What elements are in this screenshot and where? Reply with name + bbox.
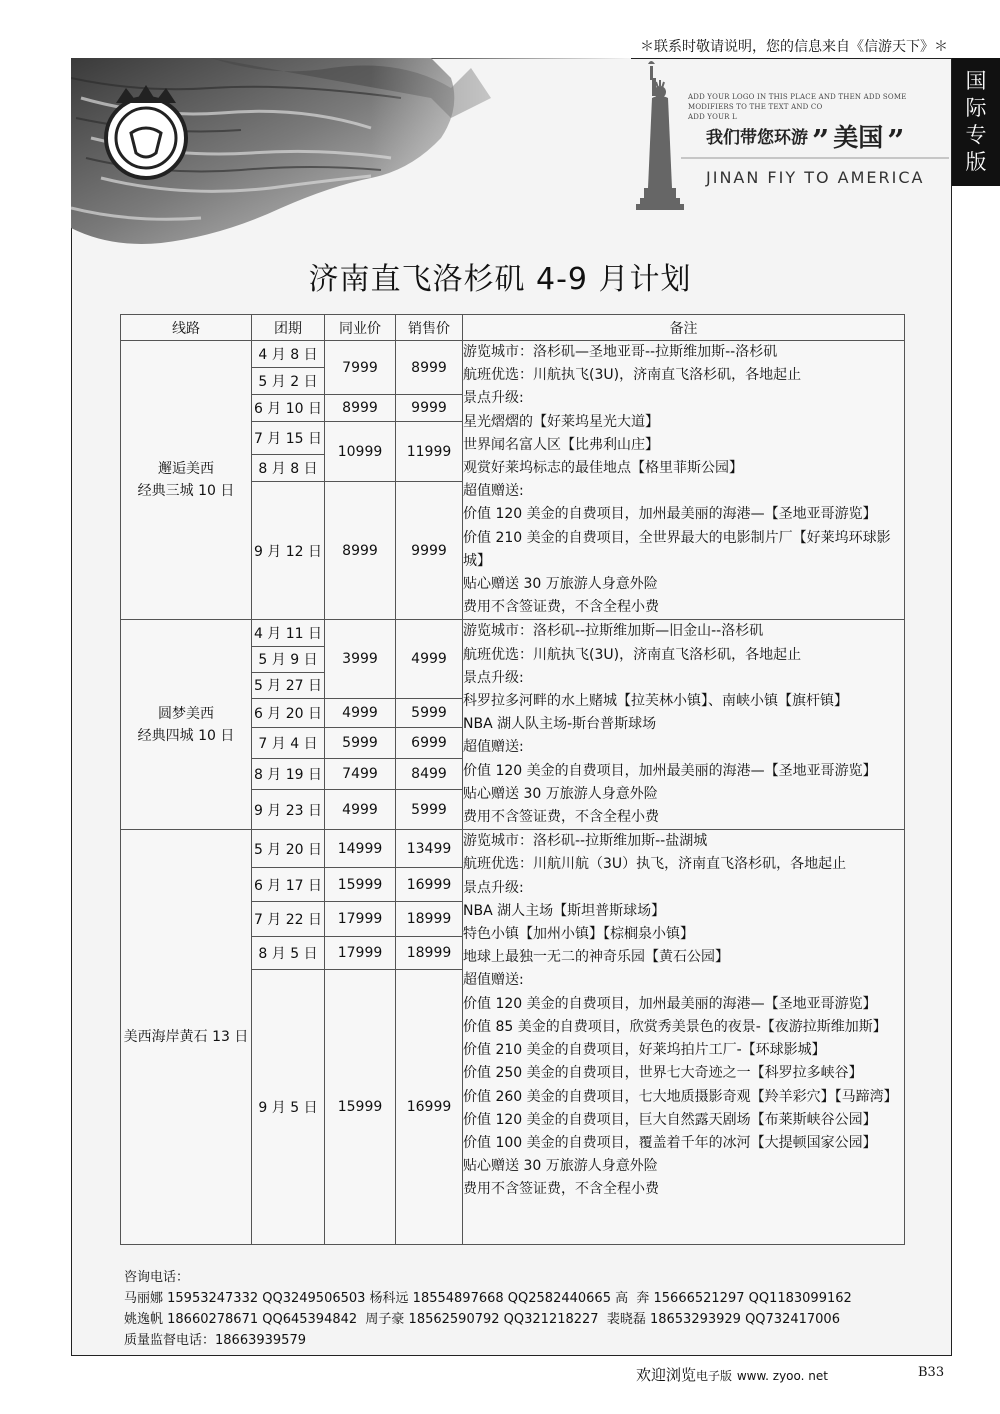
sale-price-cell: 18999 [396, 937, 463, 970]
sale-price-cell: 16999 [396, 868, 463, 902]
header-notes: 备注 [463, 315, 905, 341]
side-tab-char: 际 [965, 96, 987, 120]
date-cell: 9 月 23 日 [252, 790, 325, 830]
trade-price-cell: 5999 [325, 727, 396, 758]
trade-price-cell: 4999 [325, 790, 396, 830]
trade-price-cell: 4999 [325, 698, 396, 727]
footer [636, 1364, 945, 1385]
notes-cell: 游览城市：洛杉矶--拉斯维加斯—旧金山--洛杉矶 航班优选：川航执飞(3U)，济南直飞洛杉矶，各地起止 景点升级: 科罗拉多河畔的水上赌城【拉芙林小镇】、南峡小镇【旗杆镇】 NBA 湖人队主场-斯台普斯球场 超值赠送: 价值 120 美金的自费项目，加州最美丽的海港—【圣地亚哥游览】 贴心赠送 30 万旅游人身意外险 费用不含签证费，不含全程小费 [463, 620, 905, 830]
header-date: 团期 [252, 315, 325, 341]
header-sale-price: 销售价 [396, 315, 463, 341]
trade-price-cell: 8999 [325, 395, 396, 422]
trade-price-cell: 15999 [325, 970, 396, 1245]
trade-price-cell: 3999 [325, 620, 396, 698]
ad-placeholder-text: ADD YOUR LOGO IN THIS PLACE AND THEN ADD SOME MODIFIERS TO THE TEXT AND CO ADD YOUR L [688, 93, 907, 121]
route-cell: 圆梦美西 经典四城 10 日 [121, 620, 252, 830]
contact-section [124, 1267, 852, 1351]
date-cell: 8 月 5 日 [252, 937, 325, 970]
trade-price-cell: 17999 [325, 937, 396, 970]
trade-price-cell: 10999 [325, 422, 396, 482]
sale-price-cell: 16999 [396, 970, 463, 1245]
date-cell: 7 月 15 日 [252, 422, 325, 455]
trade-price-cell: 14999 [325, 830, 396, 868]
date-cell: 8 月 8 日 [252, 455, 325, 482]
contact-label: 咨询电话： [124, 1270, 190, 1285]
contact-line: 姚逸帆 18660278671 QQ645394842 周子豪 18562590792 QQ321218227 裴晓磊 18653293929 QQ732417006 [124, 1312, 840, 1327]
sale-price-cell: 9999 [396, 395, 463, 422]
date-cell: 7 月 22 日 [252, 902, 325, 937]
date-cell: 5 月 9 日 [252, 646, 325, 672]
header-route: 线路 [121, 315, 252, 341]
table-row [121, 830, 905, 868]
date-cell: 9 月 5 日 [252, 970, 325, 1245]
table-header-row [121, 315, 905, 341]
date-cell: 6 月 20 日 [252, 698, 325, 727]
tour-plan-table [120, 314, 905, 1245]
top-notice: ＊联系时敬请说明，您的信息来自《信游天下》＊ [640, 39, 948, 55]
date-cell: 4 月 8 日 [252, 341, 325, 368]
page-number: B33 [918, 1365, 945, 1380]
date-cell: 5 月 2 日 [252, 368, 325, 395]
date-cell: 6 月 10 日 [252, 395, 325, 422]
trade-price-cell: 7999 [325, 341, 396, 395]
sale-price-cell: 18999 [396, 902, 463, 937]
sale-price-cell: 13499 [396, 830, 463, 868]
trade-price-cell: 17999 [325, 902, 396, 937]
trade-price-cell: 15999 [325, 868, 396, 902]
footer-edition: 电子版 [696, 1369, 733, 1383]
footer-url[interactable]: www. zyoo. net [736, 1369, 828, 1383]
date-cell: 5 月 27 日 [252, 672, 325, 698]
date-cell: 8 月 19 日 [252, 758, 325, 789]
sale-price-cell: 8499 [396, 758, 463, 789]
sale-price-cell: 5999 [396, 698, 463, 727]
page-title: 济南直飞洛杉矶 4-9 月计划 [308, 262, 692, 297]
international-edition-tab [952, 58, 1000, 186]
trade-price-cell: 8999 [325, 482, 396, 620]
route-cell: 美西海岸黄石 13 日 [121, 830, 252, 1245]
date-cell: 6 月 17 日 [252, 868, 325, 902]
slogan: 我们带您环游 ” 美国 ” [706, 123, 905, 159]
sale-price-cell: 6999 [396, 727, 463, 758]
date-cell: 9 月 12 日 [252, 482, 325, 620]
supervision-phone: 质量监督电话：18663939579 [124, 1333, 306, 1348]
subtitle-en: JINAN FIY TO AMERICA [706, 168, 925, 187]
slogan-country: 美国 [833, 123, 884, 152]
statue-of-liberty-icon [636, 61, 684, 210]
sale-price-cell: 5999 [396, 790, 463, 830]
trade-price-cell: 7499 [325, 758, 396, 789]
sale-price-cell: 9999 [396, 482, 463, 620]
notes-cell: 游览城市：洛杉矶--拉斯维加斯--盐湖城 航班优选：川航川航（3U）执飞，济南直飞洛杉矶，各地起止 景点升级: NBA 湖人主场【斯坦普斯球场】 特色小镇【加州小镇】【棕榈泉小镇】 地球上最独一无二的神奇乐园【黄石公园】 超值赠送: 价值 120 美金的自费项目，加州最美丽的海港—【圣地亚哥游览】 价值 85 美金的自费项目，欣赏秀美景色的夜景-【夜游拉斯维加斯】 价值 210 美金的自费项目，好莱坞拍片工厂-【环球影城】 价值 250 美金的自费项目，世界七大奇迹之一【科罗拉多峡谷】 价值 260 美金的自费项目，七大地质摄影奇观【羚羊彩穴】【马蹄湾】 价值 120 美金的自费项目，巨大自然露天剧场【布莱斯峡谷公园】 价值 100 美金的自费项目，覆盖着千年的冰河【大提顿国家公园】 贴心赠送 30 万旅游人身意外险 费用不含签证费，不含全程小费 [463, 830, 905, 1245]
sale-price-cell: 11999 [396, 422, 463, 482]
side-tab-char: 版 [965, 150, 987, 174]
sale-price-cell: 4999 [396, 620, 463, 698]
side-tab-char: 专 [965, 123, 987, 147]
date-cell: 4 月 11 日 [252, 620, 325, 646]
date-cell: 7 月 4 日 [252, 727, 325, 758]
table-row [121, 341, 905, 368]
slogan-text: 我们带您环游 [706, 128, 808, 148]
side-tab-char: 国 [965, 69, 987, 93]
footer-welcome: 欢迎浏览 [636, 1366, 697, 1384]
header-trade-price: 同业价 [325, 315, 396, 341]
sale-price-cell: 8999 [396, 341, 463, 395]
contact-line: 马丽娜 15953247332 QQ3249506503 杨科远 18554897668 QQ2582440665 高 奔 15666521297 QQ1183099162 [124, 1291, 852, 1306]
route-cell: 邂逅美西 经典三城 10 日 [121, 341, 252, 620]
notes-cell: 游览城市：洛杉矶—圣地亚哥--拉斯维加斯--洛杉矶 航班优选：川航执飞(3U)，济南直飞洛杉矶，各地起止 景点升级: 星光熠熠的【好莱坞星光大道】 世界闻名富人区【比弗利山庄】 观赏好莱坞标志的最佳地点【格里菲斯公园】 超值赠送: 价值 120 美金的自费项目，加州最美丽的海港—【圣地亚哥游览】 价值 210 美金的自费项目，全世界最大的电影制片厂【好莱坞环球影城】 贴心赠送 30 万旅游人身意外险 费用不含签证费，不含全程小费 [463, 341, 905, 620]
date-cell: 5 月 20 日 [252, 830, 325, 868]
table-row [121, 620, 905, 646]
